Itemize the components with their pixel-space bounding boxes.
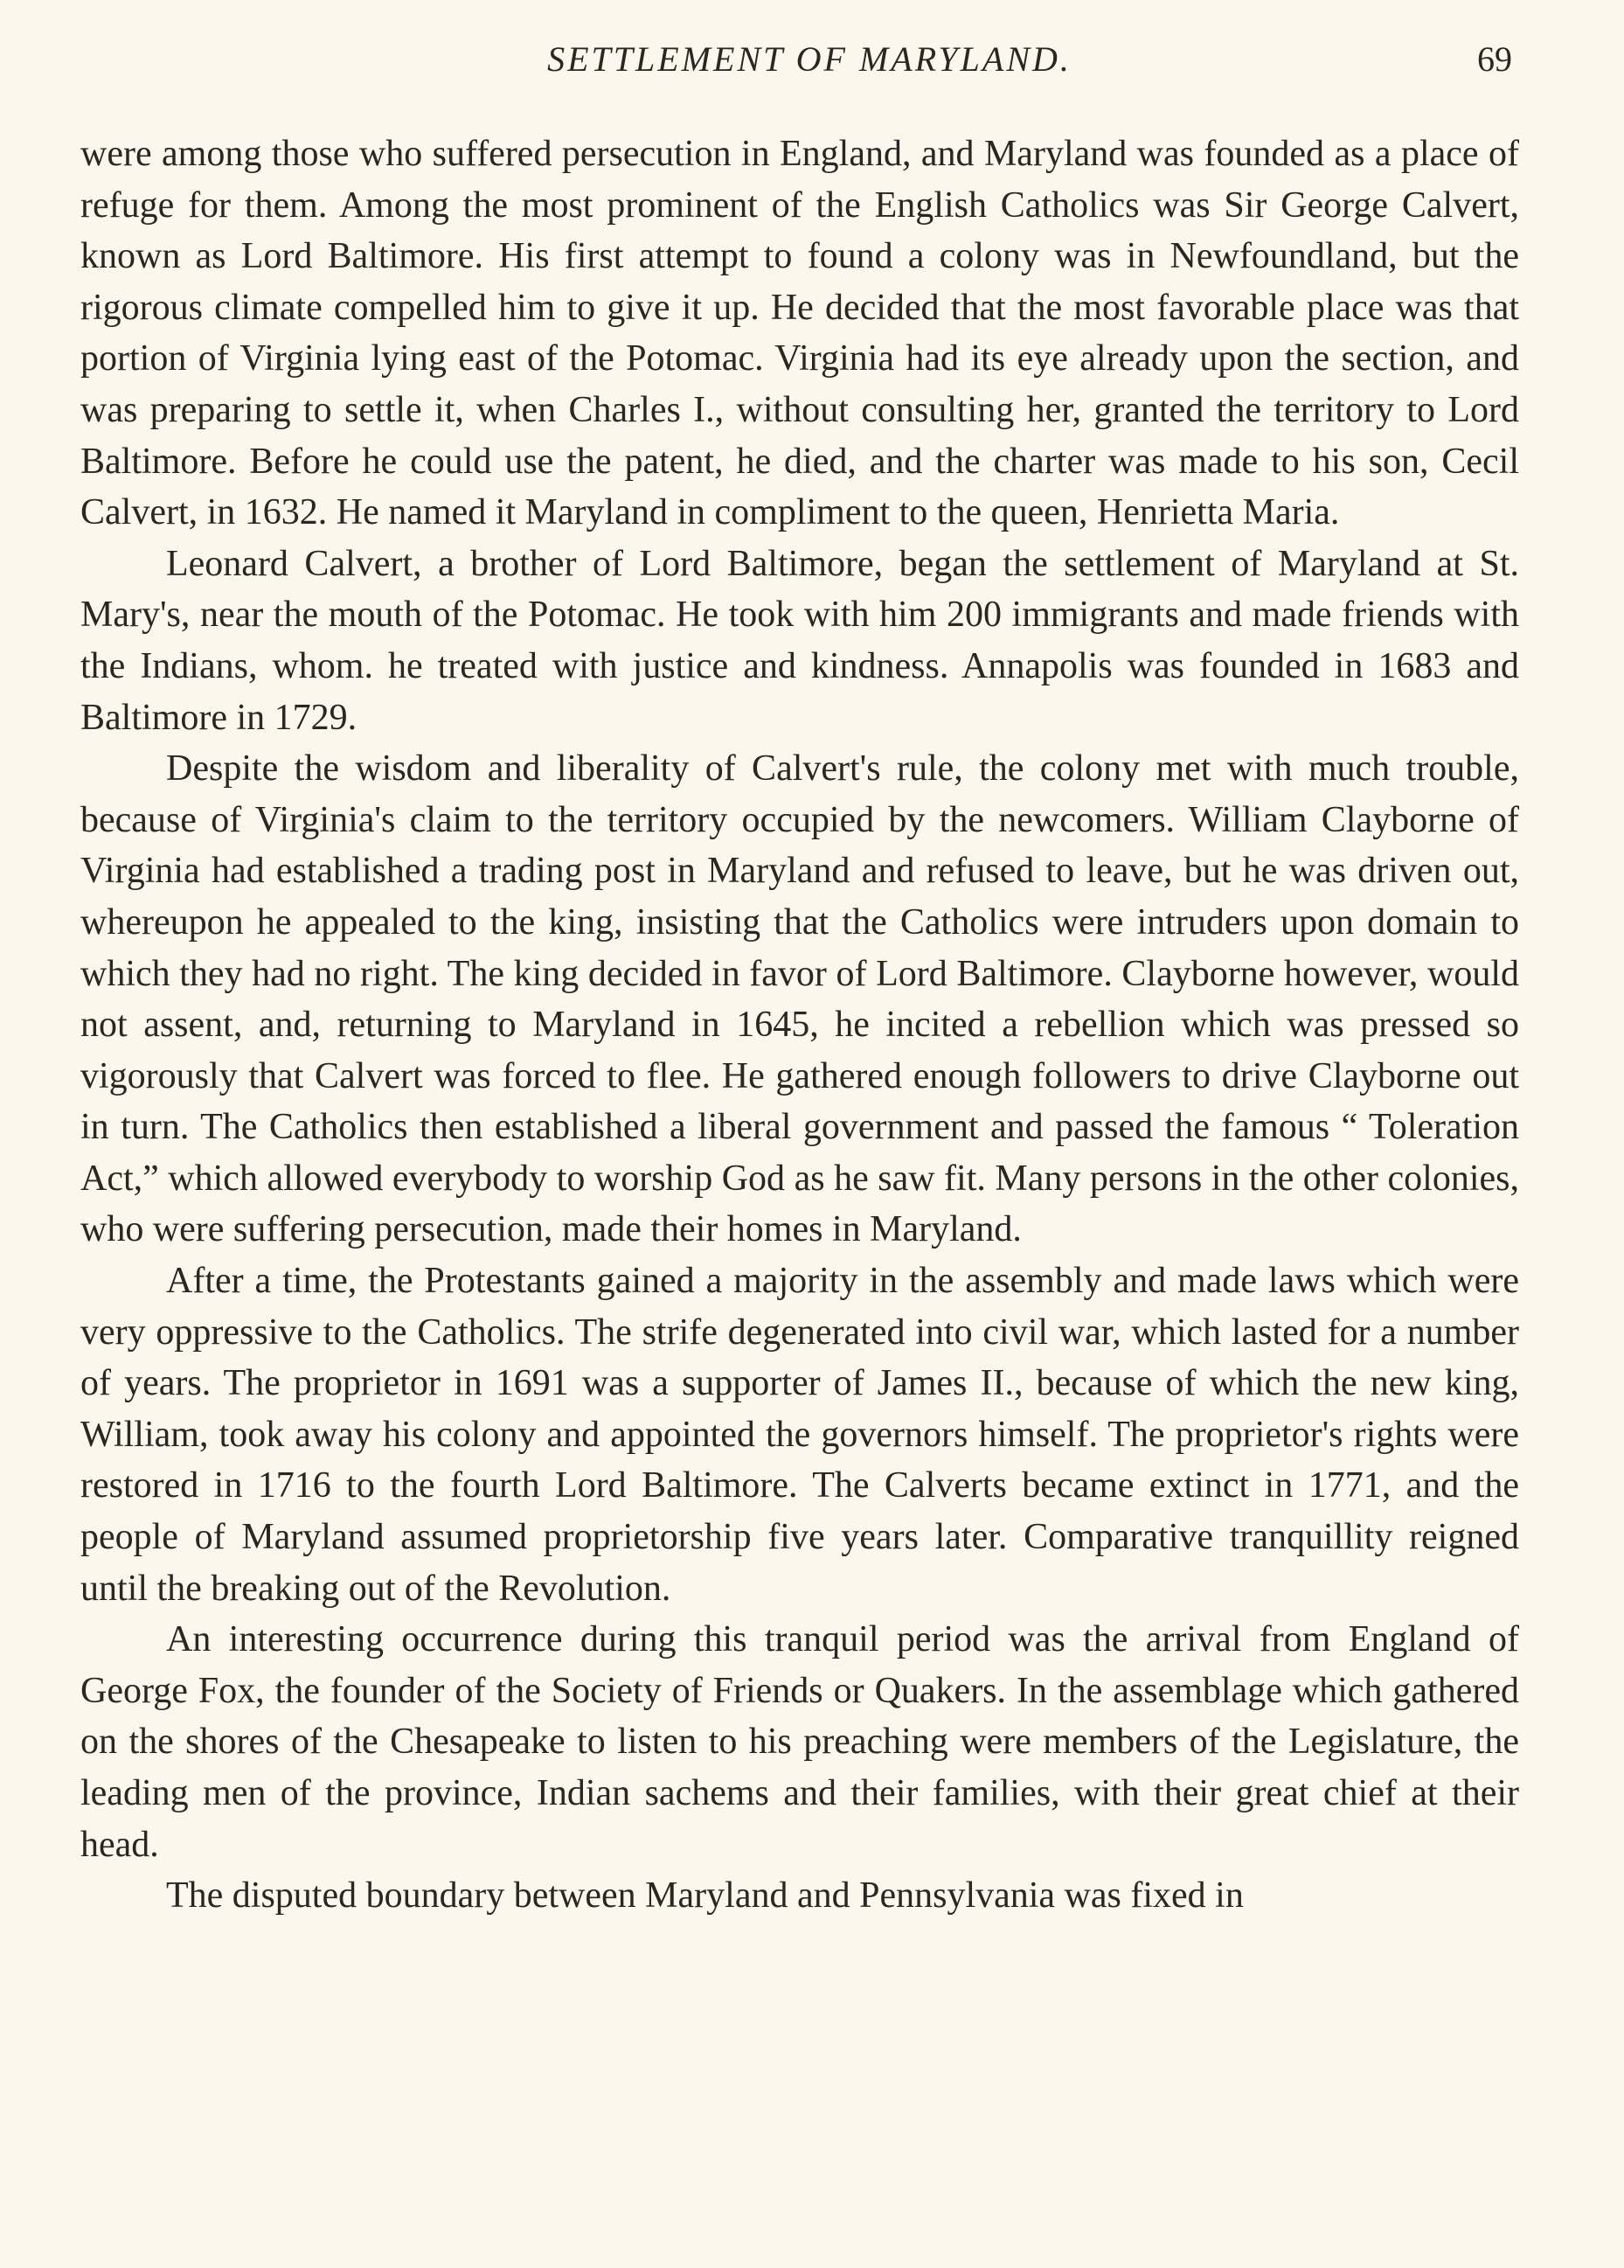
body-text [80,129,1519,1922]
paragraph-6: The disputed boundary between Maryland and Pennsylvania was fixed in [166,1875,1244,1917]
running-head [80,33,1538,86]
paragraph-5: An interesting occurrence during this tranquil period was the arrival from England of George Fox, the founder of the Society of Friends or Quakers. In the assemblage which gathered on the shores of the Chesapeake to listen to his preaching were members of the Legislature, the leading men of the province, Indian sachems and their families, with their great chief at their head. [80,1619,1519,1865]
paragraph-1: were among those who suffered persecution in England, and Maryland was founded as a place of refuge for them. Among the most prominent of the English Catholics was Sir George Calvert, known as Lord Baltimore. His first attempt to found a colony was in Newfoundland, but the rigorous climate compelled him to give it up. He decided that the most favorable place was that portion of Virginia lying east of the Potomac. Virginia had its eye already upon the section, and was preparing to settle it, when Charles I., without consulting her, granted the territory to Lord Baltimore. Before he could use the patent, he died, and the charter was made to his son, Cecil Calvert, in 1632. He named it Maryland in compliment to the queen, Henrietta Maria. [80,134,1519,533]
running-title: SETTLEMENT OF MARYLAND. [547,39,1072,79]
paragraph-3: Despite the wisdom and liberality of Calvert's rule, the colony met with much trouble, because of Virginia's claim to the territory occupied by the newcomers. William Clayborne of Virginia had established a trading post in Maryland and refused to leave, but he was driven out, whereupon he appealed to the king, insisting that the Catholics were intruders upon domain to which they had no right. The king decided in favor of Lord Baltimore. Clayborne however, would not assent, and, returning to Maryland in 1645, he incited a rebellion which was pressed so vigorously that Calvert was forced to flee. He gathered enough followers to drive Clayborne out in turn. The Catholics then established a liberal government and passed the famous “ Toleration Act,” which allowed everybody to worship God as he saw fit. Many persons in the other colonies, who were suffering persecution, made their homes in Maryland. [80,748,1519,1250]
page-number: 69 [1477,39,1512,79]
paragraph-2: Leonard Calvert, a brother of Lord Baltimore, began the settlement of Maryland at St. Mary's, near the mouth of the Potomac. He took with him 200 immigrants and made friends with the Indians, whom. he treated with justice and kindness. Annapolis was founded in 1683 and Baltimore in 1729. [80,543,1519,738]
paragraph-4: After a time, the Protestants gained a majority in the assembly and made laws which were very oppressive to the Catholics. The strife degenerated into civil war, which lasted for a number of years. The proprietor in 1691 was a supporter of James II., because of which the new king, William, took away his colony and appointed the governors himself. The proprietor's rights were restored in 1716 to the fourth Lord Baltimore. The Calverts became extinct in 1771, and the people of Maryland assumed proprietorship five years later. Comparative tranquillity reigned until the breaking out of the Revolution. [80,1261,1519,1609]
